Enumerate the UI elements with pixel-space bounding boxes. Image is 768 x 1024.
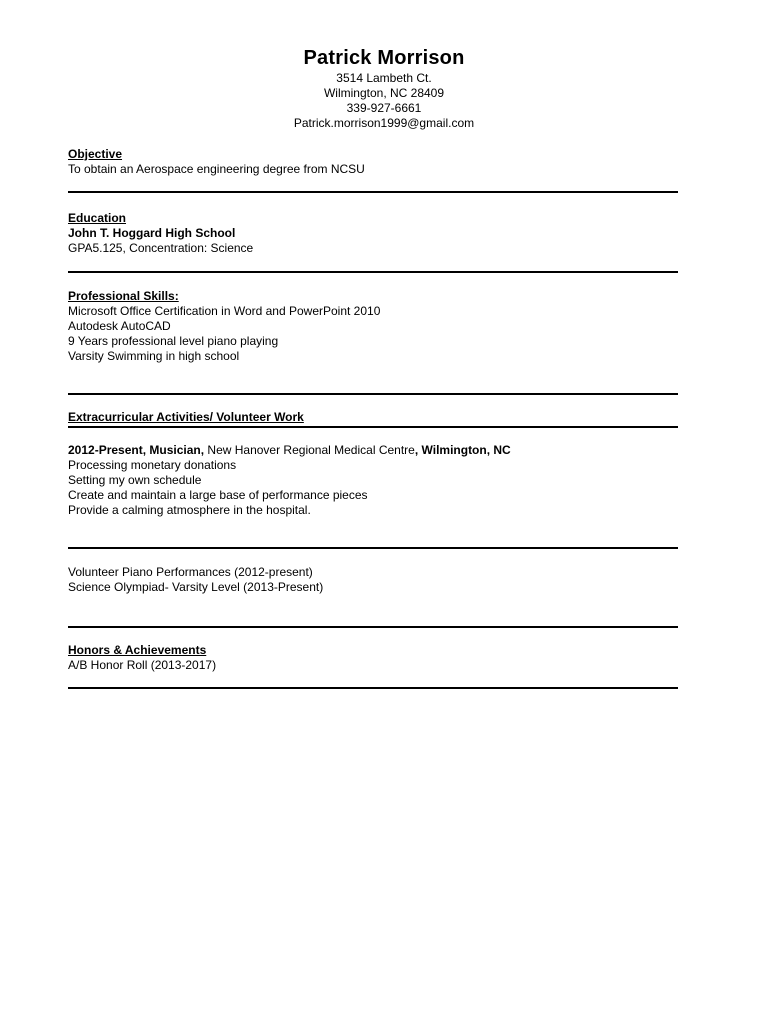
volunteer-item: Volunteer Piano Performances (2012-present)	[68, 565, 313, 579]
section-divider	[68, 626, 678, 628]
section-divider	[68, 191, 678, 193]
duty-item: Processing monetary donations	[68, 458, 237, 472]
volunteer-item: Science Olympiad- Varsity Level (2013-Present)	[68, 580, 324, 594]
section-divider	[68, 426, 678, 428]
objective-text: To obtain an Aerospace engineering degree from NCSU	[68, 162, 365, 176]
honors-section	[68, 643, 678, 673]
honors-heading: Honors & Achievements	[68, 643, 207, 657]
address-line-1: 3514 Lambeth Ct.	[336, 71, 432, 85]
education-section	[68, 211, 678, 256]
skill-item: Microsoft Office Certification in Word and PowerPoint 2010	[68, 304, 381, 318]
duty-item: Setting my own schedule	[68, 473, 202, 487]
job-line	[68, 443, 678, 458]
section-divider	[68, 271, 678, 273]
skill-item: 9 Years professional level piano playing	[68, 334, 279, 348]
duty-item: Create and maintain a large base of performance pieces	[68, 488, 368, 502]
objective-section	[68, 147, 678, 177]
education-details: GPA5.125, Concentration: Science	[68, 241, 254, 255]
section-divider	[68, 547, 678, 549]
candidate-name: Patrick Morrison	[303, 47, 465, 69]
activities-heading: Extracurricular Activities/ Volunteer Work	[68, 410, 304, 424]
skills-heading: Professional Skills:	[68, 289, 179, 303]
job-location: , Wilmington, NC	[414, 443, 511, 457]
objective-heading: Objective	[68, 147, 123, 161]
duty-item: Provide a calming atmosphere in the hospital.	[68, 503, 311, 517]
job-period-role: 2012-Present, Musician,	[68, 443, 205, 457]
education-heading: Education	[68, 211, 127, 225]
section-divider	[68, 687, 678, 689]
resume-header	[0, 46, 768, 131]
school-name: John T. Hoggard High School	[68, 226, 236, 240]
skills-section	[68, 289, 678, 364]
skill-item: Varsity Swimming in high school	[68, 349, 240, 363]
activities-heading-block	[68, 410, 678, 425]
activities-section	[68, 443, 678, 518]
job-organization: New Hanover Regional Medical Centre	[204, 443, 415, 457]
section-divider	[68, 393, 678, 395]
volunteer-section	[68, 565, 678, 595]
address-line-2: Wilmington, NC 28409	[323, 86, 445, 100]
skill-item: Autodesk AutoCAD	[68, 319, 171, 333]
phone-number: 339-927-6661	[346, 101, 422, 115]
honor-item: A/B Honor Roll (2013-2017)	[68, 658, 217, 672]
email-address: Patrick.morrison1999@gmail.com	[293, 116, 475, 130]
